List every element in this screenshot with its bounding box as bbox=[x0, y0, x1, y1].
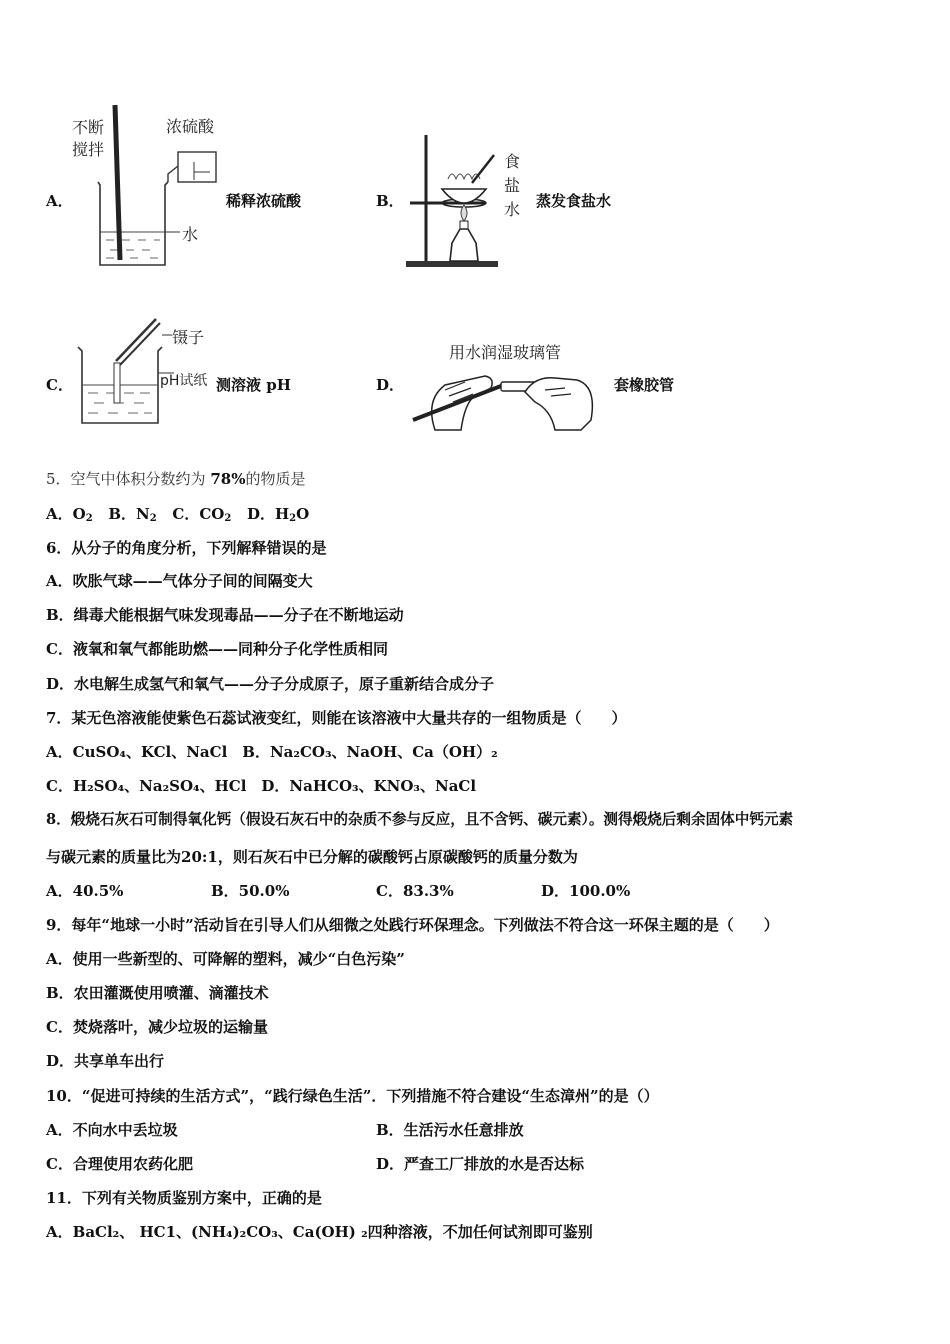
tweezers-label: 镊子 bbox=[172, 328, 205, 347]
salt-label-3: 水 bbox=[504, 200, 521, 219]
evaporation-figure bbox=[400, 125, 530, 275]
q10-option-c: C．合理使用农药化肥 bbox=[46, 1155, 193, 1173]
q10-option-a: A．不向水中丢垃圾 bbox=[46, 1121, 178, 1139]
q6-option-a: A．吹胀气球——气体分子间的间隔变大 bbox=[46, 572, 313, 590]
question-7-stem: 7．某无色溶液能使紫色石蕊试液变红，则能在该溶液中大量共存的一组物质是（ ） bbox=[46, 709, 627, 727]
option-c-label: C． bbox=[46, 376, 73, 394]
salt-label-1: 食 bbox=[504, 152, 521, 171]
ph-paper-label: pH试纸 bbox=[160, 373, 208, 389]
q6-option-b: B．缉毒犬能根据气味发现毒品——分子在不断地运动 bbox=[46, 606, 404, 624]
q6-option-d: D．水电解生成氢气和氧气——分子分成原子，原子重新结合成分子 bbox=[46, 675, 495, 693]
q11-option-a: A．BaCl₂、 HC1、(NH₄)₂CO₃、Ca(OH) ₂四种溶液，不加任何试剂即可鉴别 bbox=[46, 1223, 593, 1241]
q8-option-c: C．83.3% bbox=[376, 882, 454, 900]
q5-pre: 5．空气中体积分数约为 bbox=[46, 470, 211, 488]
q5-option-c: C．$CO_2$ bbox=[172, 505, 232, 524]
q5-option-a: A．$O_2$ bbox=[46, 505, 93, 524]
q6-option-c: C．液氧和氧气都能助燃——同种分子化学性质相同 bbox=[46, 640, 388, 658]
wet-tube-label: 用水润湿玻璃管 bbox=[449, 343, 562, 362]
question-8-stem-2: 与碳元素的质量比为20:1，则石灰石中已分解的碳酸钙占原碳酸钙的质量分数为 bbox=[46, 848, 578, 866]
question-5-options bbox=[46, 504, 309, 529]
question-11-stem: 11．下列有关物质鉴别方案中，正确的是 bbox=[46, 1189, 322, 1207]
q5-pct: 78% bbox=[210, 470, 246, 488]
option-b-label: B． bbox=[376, 192, 404, 210]
q7-options-cd: C．H₂SO₄、Na₂SO₄、HCl D．NaHCO₃、KNO₃、NaCl bbox=[46, 777, 477, 795]
q5-option-b: B．$N_2$ bbox=[108, 505, 157, 524]
question-6-stem: 6．从分子的角度分析，下列解释错误的是 bbox=[46, 539, 327, 557]
stir-label-1: 不断 bbox=[72, 118, 105, 137]
question-10-stem: 10．“促进可持续的生活方式”，“践行绿色生活”．下列措施不符合建设“生态漳州”的是（） bbox=[46, 1087, 659, 1105]
q5-option-d: D．$H_2O$ bbox=[246, 505, 310, 524]
acid-label: 浓硫酸 bbox=[166, 117, 215, 136]
q8-option-a: A．40.5% bbox=[46, 882, 124, 900]
rubber-tube-figure bbox=[405, 340, 610, 435]
option-a-label: A． bbox=[46, 192, 73, 210]
q10-option-d: D．严查工厂排放的水是否达标 bbox=[376, 1155, 585, 1173]
q8-option-b: B．50.0% bbox=[211, 882, 290, 900]
ph-figure bbox=[76, 315, 221, 430]
q9-option-a: A．使用一些新型的、可降解的塑料，减少“白色污染” bbox=[46, 950, 405, 968]
q8-option-d: D．100.0% bbox=[541, 882, 631, 900]
q7-options-ab: A．CuSO₄、KCl、NaCl B．Na₂CO₃、NaOH、Ca（OH）₂ bbox=[46, 743, 498, 761]
option-d-label: D． bbox=[376, 376, 405, 394]
q5-post: 的物质是 bbox=[245, 470, 306, 488]
dilute-acid-figure bbox=[70, 100, 230, 270]
q9-option-d: D．共享单车出行 bbox=[46, 1052, 165, 1070]
question-5-stem bbox=[46, 469, 305, 489]
q10-option-b: B．生活污水任意排放 bbox=[376, 1121, 524, 1139]
q9-option-b: B．农田灌溉使用喷灌、滴灌技术 bbox=[46, 984, 269, 1002]
q9-option-c: C．焚烧落叶，减少垃圾的运输量 bbox=[46, 1018, 268, 1036]
water-label: 水 bbox=[182, 225, 199, 244]
question-9-stem: 9．每年“地球一小时”活动旨在引导人们从细微之处践行环保理念。下列做法不符合这一环保主题的是（ ） bbox=[46, 916, 779, 934]
option-b-caption: 蒸发食盐水 bbox=[536, 192, 612, 210]
stir-label-2: 搅拌 bbox=[72, 140, 105, 159]
option-a-caption: 稀释浓硫酸 bbox=[226, 192, 302, 210]
option-d-caption: 套橡胶管 bbox=[614, 376, 675, 394]
salt-label-2: 盐 bbox=[504, 176, 521, 195]
question-8-stem-1: 8．煅烧石灰石可制得氧化钙（假设石灰石中的杂质不参与反应，且不含钙、碳元素）。测得煅烧后剩余固体中钙元素 bbox=[46, 811, 794, 828]
option-c-caption: 测溶液 pH bbox=[216, 376, 291, 394]
